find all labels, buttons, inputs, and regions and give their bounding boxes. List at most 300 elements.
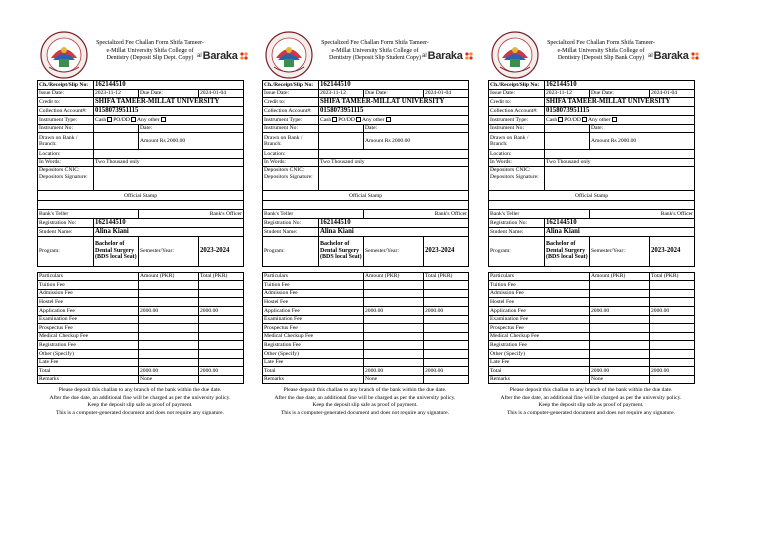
- fee-amount-cell: 2000.00: [139, 307, 199, 316]
- instrument-date-label: Date:: [364, 124, 469, 133]
- drawn-on-label: Drawn on Bank / Branch:: [263, 133, 319, 150]
- fee-total-cell: [650, 358, 695, 367]
- fee-item-cell: Remarks: [38, 375, 139, 384]
- location-label: Location:: [489, 150, 545, 159]
- fee-item-cell: Tuition Fee: [489, 281, 590, 290]
- fee-amount-cell: [139, 315, 199, 324]
- fee-item-cell: Late Fee: [489, 358, 590, 367]
- note-line: After the due date, an additional fine will be charged as per the university policy.: [500, 394, 682, 401]
- fee-total-cell: [199, 324, 244, 333]
- fee-row: [489, 332, 695, 341]
- instrument-type-options: [545, 116, 695, 125]
- student-name-label: Student Name:: [38, 227, 94, 236]
- fee-row: [263, 289, 469, 298]
- copy-title: Specialized Fee Challan Form Shifa Tameer-e-Millat University Shifa College of Dentistry (Deposit Slip Bank Copy): [547, 40, 655, 61]
- fee-item-cell: Medical Checkup Fee: [489, 332, 590, 341]
- university-crest-icon: [264, 30, 314, 80]
- issue-date: 2023-11-12: [545, 89, 590, 98]
- fee-header-total: Total (PKR): [650, 272, 695, 281]
- fee-total-cell: [424, 281, 469, 290]
- fee-total-cell: [424, 298, 469, 307]
- semester-label: Semester/Year:: [139, 236, 199, 266]
- fee-item-cell: Examination Fee: [263, 315, 364, 324]
- note-line: This is a computer-generated document and does not require any signature.: [280, 409, 450, 416]
- fee-item-cell: Examination Fee: [489, 315, 590, 324]
- fee-item-cell: Application Fee: [38, 307, 139, 316]
- fee-amount-cell: [364, 281, 424, 290]
- instrument-type-label: Instrument Type:: [38, 116, 94, 125]
- challan-copy-2: [262, 30, 468, 460]
- university-crest-icon: [490, 30, 540, 80]
- fee-item-cell: Registration Fee: [263, 341, 364, 350]
- instrument-no-value: [545, 124, 590, 133]
- program-name: Bachelor of Dental Surgery (BDS local Seat): [545, 236, 590, 266]
- fee-row: [38, 349, 244, 358]
- other-checkbox[interactable]: [161, 117, 166, 122]
- fee-row: [489, 281, 695, 290]
- fee-row: [38, 289, 244, 298]
- fee-header-amount: Amount (PKR): [139, 272, 199, 281]
- fee-amount-cell: [590, 315, 650, 324]
- other-option-label: Any other: [361, 116, 385, 123]
- student-name-label: Student Name:: [489, 227, 545, 236]
- session-value: 2023-2024: [650, 236, 695, 266]
- fee-total-cell: [650, 324, 695, 333]
- program-label: Program:: [263, 236, 319, 266]
- other-checkbox[interactable]: [386, 117, 391, 122]
- fee-amount-cell: [590, 281, 650, 290]
- fee-table: [262, 272, 469, 385]
- fee-item-cell: Hostel Fee: [38, 298, 139, 307]
- fee-amount-cell: [139, 349, 199, 358]
- instrument-no-label: Instrument No:: [489, 124, 545, 133]
- receipt-number: 162144510: [545, 81, 695, 90]
- fee-item-cell: Total: [38, 367, 139, 376]
- fee-row: [263, 298, 469, 307]
- fee-amount-cell: [590, 324, 650, 333]
- in-words-value: Two Thousand only: [94, 158, 244, 167]
- instrument-no-label: Instrument No:: [38, 124, 94, 133]
- instrument-date-label: Date:: [139, 124, 244, 133]
- fee-amount-cell: 2000.00: [364, 307, 424, 316]
- fee-amount-cell: [590, 289, 650, 298]
- podd-checkbox[interactable]: [582, 117, 587, 122]
- fee-item-cell: Total: [489, 367, 590, 376]
- note-line: Keep the deposit slip safe as proof of payment.: [87, 402, 193, 409]
- fee-item-cell: Registration Fee: [38, 341, 139, 350]
- fee-amount-cell: [590, 341, 650, 350]
- due-date: 2024-01-04: [199, 89, 244, 98]
- fee-amount-cell: [364, 341, 424, 350]
- bank-officer-label: Bank's Officer: [590, 210, 695, 219]
- drawn-on-value: [94, 133, 139, 150]
- amount-text: Amount Rs 2000.00: [139, 133, 244, 150]
- instrument-no-value: [319, 124, 364, 133]
- fee-total-cell: [199, 332, 244, 341]
- fee-table: [37, 272, 244, 385]
- drawn-on-label: Drawn on Bank / Branch:: [489, 133, 545, 150]
- fee-amount-cell: None: [590, 375, 650, 384]
- copy-header: [37, 30, 243, 80]
- depositor-cnic-label: Depositors CNIC:: [490, 167, 531, 174]
- in-words-value: Two Thousand only: [545, 158, 695, 167]
- fee-header-particulars: Particulars: [489, 272, 590, 281]
- depositor-cnic-label: Depositors CNIC:: [39, 167, 80, 174]
- fee-row: [489, 307, 695, 316]
- receipt-label: Ch./Receipt/Slip No:: [489, 81, 545, 90]
- cash-checkbox[interactable]: [558, 117, 563, 122]
- fee-row: [263, 307, 469, 316]
- instrument-no-label: Instrument No:: [263, 124, 319, 133]
- fee-row: [263, 349, 469, 358]
- due-date: 2024-01-04: [650, 89, 695, 98]
- depositor-signature-label: Depositors Signature:: [490, 173, 539, 180]
- registration-number: 162144510: [545, 219, 695, 228]
- copy-title: Specialized Fee Challan Form Shifa Tameer-e-Millat University Shifa College of Dentistry (Deposit Slip Dept. Copy): [96, 40, 204, 61]
- fee-row: [38, 324, 244, 333]
- fee-row: [489, 341, 695, 350]
- program-label: Program:: [489, 236, 545, 266]
- fee-row: [489, 358, 695, 367]
- fee-header-total: Total (PKR): [199, 272, 244, 281]
- fee-total-cell: 2000.00: [650, 307, 695, 316]
- issue-date-label: Issue Date:: [263, 89, 319, 98]
- due-date-label: Due Date:: [139, 89, 199, 98]
- fee-total-cell: [650, 289, 695, 298]
- fee-row: [489, 349, 695, 358]
- cash-option-label: Cash: [320, 116, 332, 123]
- fee-amount-cell: 2000.00: [364, 367, 424, 376]
- fee-row: [489, 324, 695, 333]
- fee-header-total: Total (PKR): [424, 272, 469, 281]
- fee-amount-cell: [364, 332, 424, 341]
- copy-title: Specialized Fee Challan Form Shifa Tameer-e-Millat University Shifa College of Dentistry (Deposit Slip Student Copy): [321, 40, 429, 61]
- fee-total-cell: [650, 341, 695, 350]
- credit-to: SHIFA TAMEER-MILLAT UNIVERSITY: [545, 98, 695, 107]
- location-label: Location:: [263, 150, 319, 159]
- fee-total-cell: [650, 315, 695, 324]
- fee-total-cell: [424, 341, 469, 350]
- fee-amount-cell: None: [139, 375, 199, 384]
- receipt-number: 162144510: [319, 81, 469, 90]
- note-line: This is a computer-generated document and does not require any signature.: [506, 409, 676, 416]
- fee-total-cell: [424, 358, 469, 367]
- fee-row: [263, 324, 469, 333]
- receipt-number: 162144510: [94, 81, 244, 90]
- fee-total-cell: 2000.00: [199, 307, 244, 316]
- semester-label: Semester/Year:: [590, 236, 650, 266]
- drawn-on-value: [545, 133, 590, 150]
- fee-table: [488, 272, 695, 385]
- fee-total-cell: 2000.00: [650, 367, 695, 376]
- fee-row: [489, 367, 695, 376]
- fee-table-body: [263, 272, 469, 384]
- fee-amount-cell: [139, 289, 199, 298]
- account-label: Collection Account#:: [263, 107, 319, 116]
- notes: [37, 384, 243, 417]
- location-label: Location:: [38, 150, 94, 159]
- fee-item-cell: Examination Fee: [38, 315, 139, 324]
- cash-checkbox[interactable]: [332, 117, 337, 122]
- fee-item-cell: Late Fee: [263, 358, 364, 367]
- amount-text: Amount Rs 2000.00: [590, 133, 695, 150]
- fee-amount-cell: 2000.00: [590, 367, 650, 376]
- drawn-on-label: Drawn on Bank / Branch:: [38, 133, 94, 150]
- stamp-space: [263, 201, 469, 210]
- fee-amount-cell: [364, 315, 424, 324]
- note-line: Please deposit this challan to any branch of the bank within the due date.: [283, 387, 447, 394]
- instrument-type-options: [319, 116, 469, 125]
- receipt-label: Ch./Receipt/Slip No:: [263, 81, 319, 90]
- bank-teller-label: Bank's Teller: [489, 210, 590, 219]
- fee-total-cell: [199, 289, 244, 298]
- issue-date-label: Issue Date:: [38, 89, 94, 98]
- podd-option-label: PO/DD: [113, 116, 130, 123]
- depositor-cell: [38, 167, 94, 191]
- cash-option-label: Cash: [95, 116, 107, 123]
- bank-name: Baraka: [202, 49, 238, 62]
- bank-officer-label: Bank's Officer: [139, 210, 244, 219]
- depositor-cell: [263, 167, 319, 191]
- location-value: [545, 150, 695, 159]
- fee-total-cell: [424, 349, 469, 358]
- depositor-value: [94, 167, 244, 191]
- bank-officer-label: Bank's Officer: [364, 210, 469, 219]
- fee-item-cell: Medical Checkup Fee: [263, 332, 364, 341]
- fee-item-cell: Late Fee: [38, 358, 139, 367]
- registration-label: Registration No:: [38, 219, 94, 228]
- other-checkbox[interactable]: [612, 117, 617, 122]
- account-number: 0158073951115: [319, 107, 469, 116]
- other-option-label: Any other: [587, 116, 611, 123]
- due-date: 2024-01-04: [424, 89, 469, 98]
- program-name: Bachelor of Dental Surgery (BDS local Seat): [94, 236, 139, 266]
- fee-row: [263, 341, 469, 350]
- drawn-on-value: [319, 133, 364, 150]
- challan-copy-3: [488, 30, 694, 460]
- podd-option-label: PO/DD: [564, 116, 581, 123]
- fee-amount-cell: [364, 324, 424, 333]
- note-line: Keep the deposit slip safe as proof of payment.: [538, 402, 644, 409]
- fee-row: [38, 307, 244, 316]
- registration-label: Registration No:: [489, 219, 545, 228]
- fee-amount-cell: 2000.00: [139, 367, 199, 376]
- fee-item-cell: Hostel Fee: [263, 298, 364, 307]
- bank-mark-icon: [690, 51, 700, 61]
- fee-total-cell: 2000.00: [199, 367, 244, 376]
- issue-date: 2023-11-12: [319, 89, 364, 98]
- fee-item-cell: Application Fee: [489, 307, 590, 316]
- fee-total-cell: [199, 281, 244, 290]
- fee-item-cell: Registration Fee: [489, 341, 590, 350]
- fee-row: [263, 367, 469, 376]
- fee-total-cell: [650, 375, 695, 384]
- fee-item-cell: Other (Specify): [38, 349, 139, 358]
- fee-item-cell: Prospectus Fee: [263, 324, 364, 333]
- fee-total-cell: 2000.00: [424, 367, 469, 376]
- fee-total-cell: [424, 324, 469, 333]
- fee-item-cell: Medical Checkup Fee: [38, 332, 139, 341]
- fee-amount-cell: [364, 349, 424, 358]
- account-label: Collection Account#:: [38, 107, 94, 116]
- bank-prefix: al: [422, 52, 427, 59]
- registration-label: Registration No:: [263, 219, 319, 228]
- bank-logo: [648, 48, 700, 64]
- fee-header-amount: Amount (PKR): [364, 272, 424, 281]
- official-stamp: Official Stamp: [38, 191, 244, 201]
- stamp-space: [38, 201, 244, 210]
- student-name: Alina Kiani: [545, 227, 695, 236]
- fee-amount-cell: [364, 298, 424, 307]
- slip-table: [488, 80, 695, 267]
- fee-total-cell: [424, 332, 469, 341]
- fee-amount-cell: [139, 341, 199, 350]
- student-name: Alina Kiani: [319, 227, 469, 236]
- due-date-label: Due Date:: [364, 89, 424, 98]
- note-line: Please deposit this challan to any branch of the bank within the due date.: [509, 387, 673, 394]
- fee-amount-cell: 2000.00: [590, 307, 650, 316]
- bank-name: Baraka: [427, 49, 463, 62]
- semester-label: Semester/Year:: [364, 236, 424, 266]
- fee-amount-cell: [139, 358, 199, 367]
- instrument-date-label: Date:: [590, 124, 695, 133]
- cash-option-label: Cash: [546, 116, 558, 123]
- fee-total-cell: [199, 315, 244, 324]
- slip-table: [262, 80, 469, 267]
- fee-row: [38, 332, 244, 341]
- fee-total-cell: 2000.00: [424, 307, 469, 316]
- podd-checkbox[interactable]: [131, 117, 136, 122]
- note-line: After the due date, an additional fine will be charged as per the university policy.: [49, 394, 231, 401]
- bank-teller-label: Bank's Teller: [38, 210, 139, 219]
- location-value: [94, 150, 244, 159]
- challan-copy-1: [37, 30, 243, 460]
- note-line: Please deposit this challan to any branch of the bank within the due date.: [58, 387, 222, 394]
- fee-total-cell: [199, 341, 244, 350]
- stamp-space: [489, 201, 695, 210]
- fee-item-cell: Admission Fee: [38, 289, 139, 298]
- note-line: This is a computer-generated document and does not require any signature.: [55, 409, 225, 416]
- registration-number: 162144510: [319, 219, 469, 228]
- instrument-type-label: Instrument Type:: [489, 116, 545, 125]
- depositor-signature-label: Depositors Signature:: [39, 173, 88, 180]
- podd-checkbox[interactable]: [356, 117, 361, 122]
- fee-row: [38, 315, 244, 324]
- fee-row: [263, 281, 469, 290]
- credit-label: Credit to:: [38, 98, 94, 107]
- fee-total-cell: [650, 349, 695, 358]
- issue-date-label: Issue Date:: [489, 89, 545, 98]
- in-words-label: In Words:: [489, 158, 545, 167]
- fee-amount-cell: [590, 298, 650, 307]
- due-date-label: Due Date:: [590, 89, 650, 98]
- fee-item-cell: Tuition Fee: [38, 281, 139, 290]
- location-value: [319, 150, 469, 159]
- session-value: 2023-2024: [199, 236, 244, 266]
- fee-total-cell: [199, 375, 244, 384]
- notes: [262, 384, 468, 417]
- fee-item-cell: Tuition Fee: [263, 281, 364, 290]
- fee-table-body: [38, 272, 244, 384]
- depositor-value: [545, 167, 695, 191]
- fee-table-body: [489, 272, 695, 384]
- fee-total-cell: [650, 281, 695, 290]
- instrument-type-label: Instrument Type:: [263, 116, 319, 125]
- fee-amount-cell: [590, 332, 650, 341]
- fee-amount-cell: [139, 324, 199, 333]
- depositor-cnic-label: Depositors CNIC:: [264, 167, 305, 174]
- receipt-label: Ch./Receipt/Slip No:: [38, 81, 94, 90]
- depositor-cell: [489, 167, 545, 191]
- bank-logo: [422, 48, 474, 64]
- fee-item-cell: Prospectus Fee: [489, 324, 590, 333]
- fee-row: [38, 281, 244, 290]
- fee-total-cell: [199, 358, 244, 367]
- cash-checkbox[interactable]: [107, 117, 112, 122]
- fee-header-particulars: Particulars: [263, 272, 364, 281]
- podd-option-label: PO/DD: [338, 116, 355, 123]
- student-name-label: Student Name:: [263, 227, 319, 236]
- fee-amount-cell: [139, 298, 199, 307]
- fee-total-cell: [650, 332, 695, 341]
- bank-teller-label: Bank's Teller: [263, 210, 364, 219]
- fee-amount-cell: [364, 289, 424, 298]
- student-name: Alina Kiani: [94, 227, 244, 236]
- fee-amount-cell: [590, 358, 650, 367]
- account-label: Collection Account#:: [489, 107, 545, 116]
- fee-item-cell: Total: [263, 367, 364, 376]
- fee-row: [38, 375, 244, 384]
- fee-total-cell: [424, 289, 469, 298]
- fee-amount-cell: [139, 332, 199, 341]
- fee-item-cell: Application Fee: [263, 307, 364, 316]
- official-stamp: Official Stamp: [489, 191, 695, 201]
- bank-prefix: al: [648, 52, 653, 59]
- instrument-type-options: [94, 116, 244, 125]
- fee-row: [489, 375, 695, 384]
- fee-total-cell: [199, 349, 244, 358]
- slip-table: [37, 80, 244, 267]
- bank-name: Baraka: [653, 49, 689, 62]
- fee-item-cell: Remarks: [489, 375, 590, 384]
- note-line: After the due date, an additional fine will be charged as per the university policy.: [274, 394, 456, 401]
- fee-row: [263, 358, 469, 367]
- fee-item-cell: Remarks: [263, 375, 364, 384]
- fee-item-cell: Admission Fee: [263, 289, 364, 298]
- notes: [488, 384, 694, 417]
- university-crest-icon: [39, 30, 89, 80]
- fee-item-cell: Prospectus Fee: [38, 324, 139, 333]
- account-number: 0158073951115: [94, 107, 244, 116]
- fee-row: [489, 289, 695, 298]
- fee-row: [38, 358, 244, 367]
- official-stamp: Official Stamp: [263, 191, 469, 201]
- bank-logo: [197, 48, 249, 64]
- registration-number: 162144510: [94, 219, 244, 228]
- fee-total-cell: [424, 315, 469, 324]
- fee-row: [489, 315, 695, 324]
- program-name: Bachelor of Dental Surgery (BDS local Seat): [319, 236, 364, 266]
- issue-date: 2023-11-12: [94, 89, 139, 98]
- copy-header: [262, 30, 468, 80]
- fee-row: [38, 298, 244, 307]
- in-words-value: Two Thousand only: [319, 158, 469, 167]
- fee-total-cell: [650, 298, 695, 307]
- other-option-label: Any other: [136, 116, 160, 123]
- fee-item-cell: Other (Specify): [489, 349, 590, 358]
- bank-mark-icon: [464, 51, 474, 61]
- in-words-label: In Words:: [263, 158, 319, 167]
